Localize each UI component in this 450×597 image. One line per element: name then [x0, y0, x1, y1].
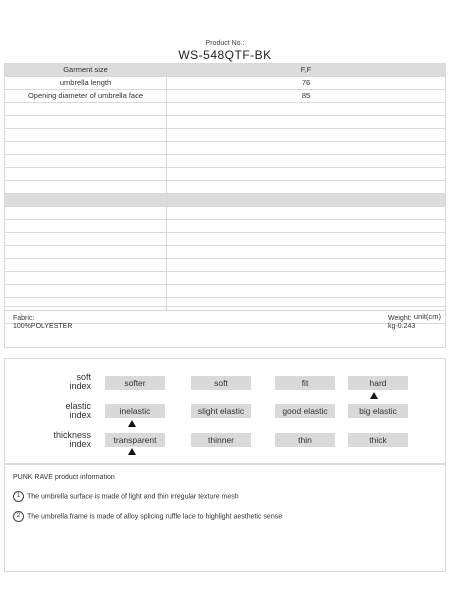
table-row — [5, 220, 446, 233]
thickness-selected-marker — [128, 448, 136, 455]
table-row — [5, 103, 446, 116]
table-row — [5, 181, 446, 194]
soft-index-label — [33, 373, 91, 391]
info-title: PUNK RAVE product information — [13, 474, 115, 481]
size-table — [4, 63, 446, 324]
fabric-value: 100%POLYESTER — [13, 323, 73, 330]
empty-cell — [5, 181, 167, 194]
empty-cell — [5, 246, 167, 259]
empty-cell — [167, 155, 446, 168]
umbrella-length-label: umbrella length — [5, 77, 167, 90]
empty-cell — [5, 272, 167, 285]
empty-cell — [5, 155, 167, 168]
elastic-option-big: big elastic — [348, 404, 408, 418]
empty-cell — [167, 129, 446, 142]
empty-cell — [5, 259, 167, 272]
empty-cell — [5, 285, 167, 298]
empty-cell — [167, 142, 446, 155]
elastic-option-inelastic: inelastic — [105, 404, 165, 418]
fabric-weight-box — [4, 306, 446, 348]
table-row — [5, 272, 446, 285]
info-number-2: 2 — [13, 511, 24, 522]
size-table-header-row — [5, 64, 446, 77]
opening-diameter-label: Opening diameter of umbrella face — [5, 90, 167, 103]
weight-label: Weight: — [388, 315, 412, 322]
empty-cell — [167, 194, 446, 207]
product-info-box — [4, 464, 446, 572]
soft-option-softer: softer — [105, 376, 165, 390]
table-row — [5, 233, 446, 246]
fabric-label: Fabric: — [13, 315, 35, 322]
table-row — [5, 194, 446, 207]
garment-size-value: F,F — [167, 64, 446, 77]
thickness-option-thick: thick — [348, 433, 408, 447]
soft-option-fit: fit — [275, 376, 335, 390]
empty-cell — [5, 116, 167, 129]
product-number: WS-548QTF-BK — [178, 48, 272, 62]
empty-cell — [5, 220, 167, 233]
empty-cell — [5, 103, 167, 116]
empty-cell — [167, 272, 446, 285]
weight-value: kg-0.243 — [388, 323, 416, 330]
table-row — [5, 142, 446, 155]
table-row — [5, 168, 446, 181]
unit-label: unit(cm) — [5, 311, 446, 324]
empty-cell — [167, 259, 446, 272]
empty-cell — [167, 181, 446, 194]
product-header — [0, 40, 450, 62]
empty-cell — [167, 233, 446, 246]
empty-cell — [5, 168, 167, 181]
info-text-1: The umbrella surface is made of light and thin irregular texture mesh — [27, 493, 239, 501]
garment-size-label: Garment size — [5, 64, 167, 77]
empty-cell — [167, 220, 446, 233]
table-row — [5, 77, 446, 90]
opening-diameter-value: 85 — [167, 90, 446, 103]
table-row — [5, 129, 446, 142]
elastic-index-label-line2: index — [69, 410, 91, 420]
elastic-option-good: good elastic — [275, 404, 335, 418]
table-row — [5, 246, 446, 259]
info-item-1 — [13, 491, 239, 502]
info-text-2: The umbrella frame is made of alloy splicing ruffle lace to highlight aesthetic sense — [27, 513, 283, 521]
empty-cell — [167, 207, 446, 220]
soft-option-hard: hard — [348, 376, 408, 390]
table-row — [5, 116, 446, 129]
empty-cell — [5, 207, 167, 220]
soft-option-soft: soft — [191, 376, 251, 390]
empty-cell — [167, 246, 446, 259]
info-item-2 — [13, 511, 282, 522]
empty-cell — [5, 142, 167, 155]
soft-index-label-line1: soft — [76, 372, 91, 382]
soft-index-label-line2: index — [69, 381, 91, 391]
empty-cell — [167, 103, 446, 116]
elastic-index-label — [33, 402, 91, 420]
table-row — [5, 207, 446, 220]
empty-cell — [167, 168, 446, 181]
table-row — [5, 90, 446, 103]
thickness-index-label-line2: index — [69, 439, 91, 449]
index-box — [4, 358, 446, 464]
thickness-option-thinner: thinner — [191, 433, 251, 447]
fabric-info — [13, 315, 72, 331]
table-row — [5, 285, 446, 298]
info-number-1: 1 — [13, 491, 24, 502]
empty-cell — [5, 233, 167, 246]
empty-cell — [167, 285, 446, 298]
table-row — [5, 259, 446, 272]
empty-cell — [5, 129, 167, 142]
table-row — [5, 155, 446, 168]
elastic-selected-marker — [128, 420, 136, 427]
thickness-option-thin: thin — [275, 433, 335, 447]
weight-info — [388, 315, 415, 331]
empty-cell — [167, 116, 446, 129]
elastic-option-slight: slight elastic — [191, 404, 251, 418]
thickness-index-label — [33, 431, 91, 449]
soft-selected-marker — [370, 392, 378, 399]
product-number-label: Product No.: — [205, 40, 245, 47]
empty-cell — [5, 194, 167, 207]
thickness-option-transparent: transparent — [105, 433, 165, 447]
elastic-index-label-line1: elastic — [65, 401, 91, 411]
umbrella-length-value: 76 — [167, 77, 446, 90]
thickness-index-label-line1: thickness — [53, 430, 91, 440]
